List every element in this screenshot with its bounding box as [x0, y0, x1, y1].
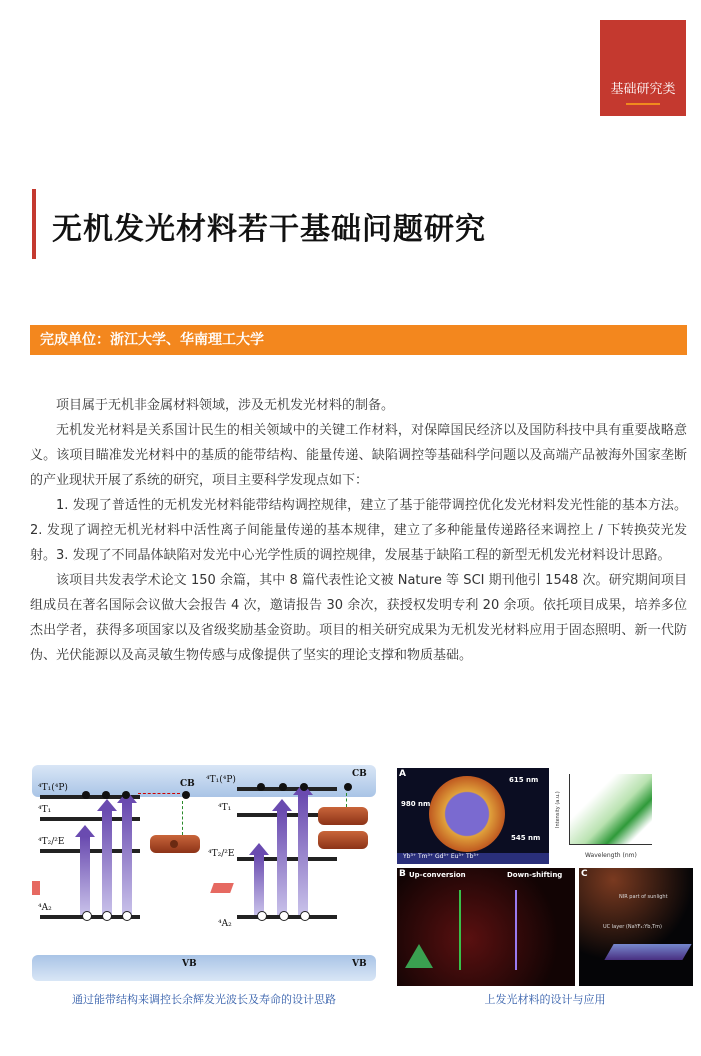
paragraph: 无机发光材料是关系国计民生的相关领域中的关键工作材料，对保障国民经济以及国防科技中具有重要战略意义。该项目瞄准发光材料中的基质的能带结构、能量传递、缺陷调控等基础科学问题以及高端产品被海外国家垄断的产业现状开展了系统的研究，项目主要科学发现点如下：: [30, 423, 687, 488]
electron-dot: [300, 783, 308, 791]
hole-dot: [102, 911, 112, 921]
spectrum-line-purple: [515, 890, 517, 970]
tetrahedron-inset: [405, 944, 433, 968]
spectrum-line-green: [459, 890, 461, 970]
label-615nm: 615 nm: [509, 776, 539, 784]
page-title: 无机发光材料若干基础问题研究: [52, 212, 486, 247]
electron-dot: [122, 791, 130, 799]
hole-dot: [279, 911, 289, 921]
level-label-4t2-2e: ⁴T₂/²E: [208, 849, 235, 859]
electron-dot: [257, 783, 265, 791]
article-body: [30, 393, 687, 668]
up-conversion-label: Up-conversion: [409, 871, 466, 879]
panel-c-device: [579, 868, 693, 986]
label-545nm: 545 nm: [511, 834, 541, 842]
paragraph: 1. 发现了普适性的无机发光材料能带结构调控规律，建立了基于能带调控优化发光材料发光性能的基本方法。2. 发现了调控无机光材料中活性离子间能量传递的基本规律，建立了多种能量传递路径来调控上 / 下转换荧光发射。3. 发现了不同晶体缺陷对发光中心光学性质的调控规律，发展基于缺陷工程的新型无机发光材料设计思路。: [30, 498, 687, 563]
level-label-4t1-4p: ⁴T₁(⁴P): [38, 783, 68, 793]
vb-label-right: VB: [352, 959, 367, 969]
panel-a-label: A: [399, 769, 406, 779]
trap-transfer-line: [346, 793, 347, 807]
excitation-arrow: [80, 837, 90, 915]
trap-level: [318, 831, 368, 849]
panel-c-label: C: [581, 869, 588, 879]
hole-dot: [257, 911, 267, 921]
cb-label-right: CB: [352, 769, 367, 779]
device-layer: [604, 944, 691, 960]
right-figure-caption: 上发光材料的设计与应用: [484, 993, 606, 1006]
panel-a-nanoparticle: [397, 768, 549, 864]
level-4t2-2e: [237, 857, 337, 861]
label-980nm: 980 nm: [401, 800, 431, 808]
paragraph: 项目属于无机非金属材料领域，涉及无机发光材料的制备。: [56, 398, 395, 413]
electron-dot: [102, 791, 110, 799]
nanoparticle-core: [429, 776, 505, 852]
level-label-4t2-2e: ⁴T₂/²E: [38, 837, 65, 847]
level-label-4t1-4p: ⁴T₁(⁴P): [206, 775, 236, 785]
emission-wave: [32, 881, 40, 895]
vb-label: VB: [182, 959, 197, 969]
electron-dot: [279, 783, 287, 791]
level-4t1-4p: [237, 787, 337, 791]
electron-dot: [82, 791, 90, 799]
excitation-arrow: [122, 803, 132, 915]
hole-dot: [300, 911, 310, 921]
trap-electron: [170, 840, 178, 848]
nir-label: NIR part of sunlight: [619, 894, 668, 900]
level-label-4t1: ⁴T₁: [218, 803, 232, 813]
down-shifting-label: Down-shifting: [507, 871, 563, 879]
excitation-arrow: [277, 811, 287, 915]
excitation-arrow: [298, 795, 308, 915]
panel-b-label: B: [399, 869, 406, 879]
category-tag-label: 基础研究类: [610, 82, 676, 97]
panel-a-spectrum-3d: [555, 768, 693, 864]
emission-wave: [210, 883, 234, 893]
upconversion-figure: [397, 768, 693, 986]
level-label-4t1: ⁴T₁: [38, 805, 52, 815]
valence-band: [32, 955, 376, 981]
title-accent-bar: [32, 189, 36, 259]
completion-unit-banner: 完成单位：浙江大学、华南理工大学: [30, 325, 687, 355]
wavelength-axis-label: Wavelength (nm): [585, 852, 637, 859]
paragraph: 该项目共发表学术论文 150 余篇，其中 8 篇代表性论文被 Nature 等 SCI 期刊他引 1548 次。研究期间项目组成员在著名国际会议做大会报告 4 次，邀请报告 30 余次，获授权发明专利 20 余项。依托项目成果，培养多位杰出学者，获得多项国家以及省级奖励基金资助。项目的相关研究成果为无机发光材料应用于固态照明、新一代防伪、光伏能源以及高灵敏生物传感与成像提供了坚实的理论支撑和物质基础。: [30, 573, 687, 663]
intensity-axis-label: Intensity (a.u.): [555, 791, 561, 828]
excitation-arrow: [102, 811, 112, 915]
cb-label: CB: [180, 779, 195, 789]
trap-transfer-line: [182, 801, 183, 835]
excitation-arrow: [254, 855, 264, 915]
panel-b-spectra: [397, 868, 575, 986]
trap-level: [318, 807, 368, 825]
spectrum-plot-area: [569, 774, 652, 845]
transfer-line: [138, 793, 180, 794]
electron-dot: [182, 791, 190, 799]
level-label-4a2: ⁴A₂: [218, 919, 232, 929]
level-label-4a2: ⁴A₂: [38, 903, 52, 913]
band-structure-figure: [32, 765, 376, 985]
hole-dot: [122, 911, 132, 921]
ion-legend-text: Yb³⁺ Tm³⁺ Gd³⁺ Eu³⁺ Tb³⁺: [403, 853, 479, 860]
left-figure-caption: 通过能带结构来调控长余辉发光波长及寿命的设计思路: [72, 993, 336, 1006]
electron-dot: [344, 783, 352, 791]
uc-layer-label: UC layer (NaYF₄:Yb,Tm): [603, 924, 662, 930]
category-tag: [600, 20, 686, 116]
category-tag-underline: [626, 103, 660, 105]
hole-dot: [82, 911, 92, 921]
